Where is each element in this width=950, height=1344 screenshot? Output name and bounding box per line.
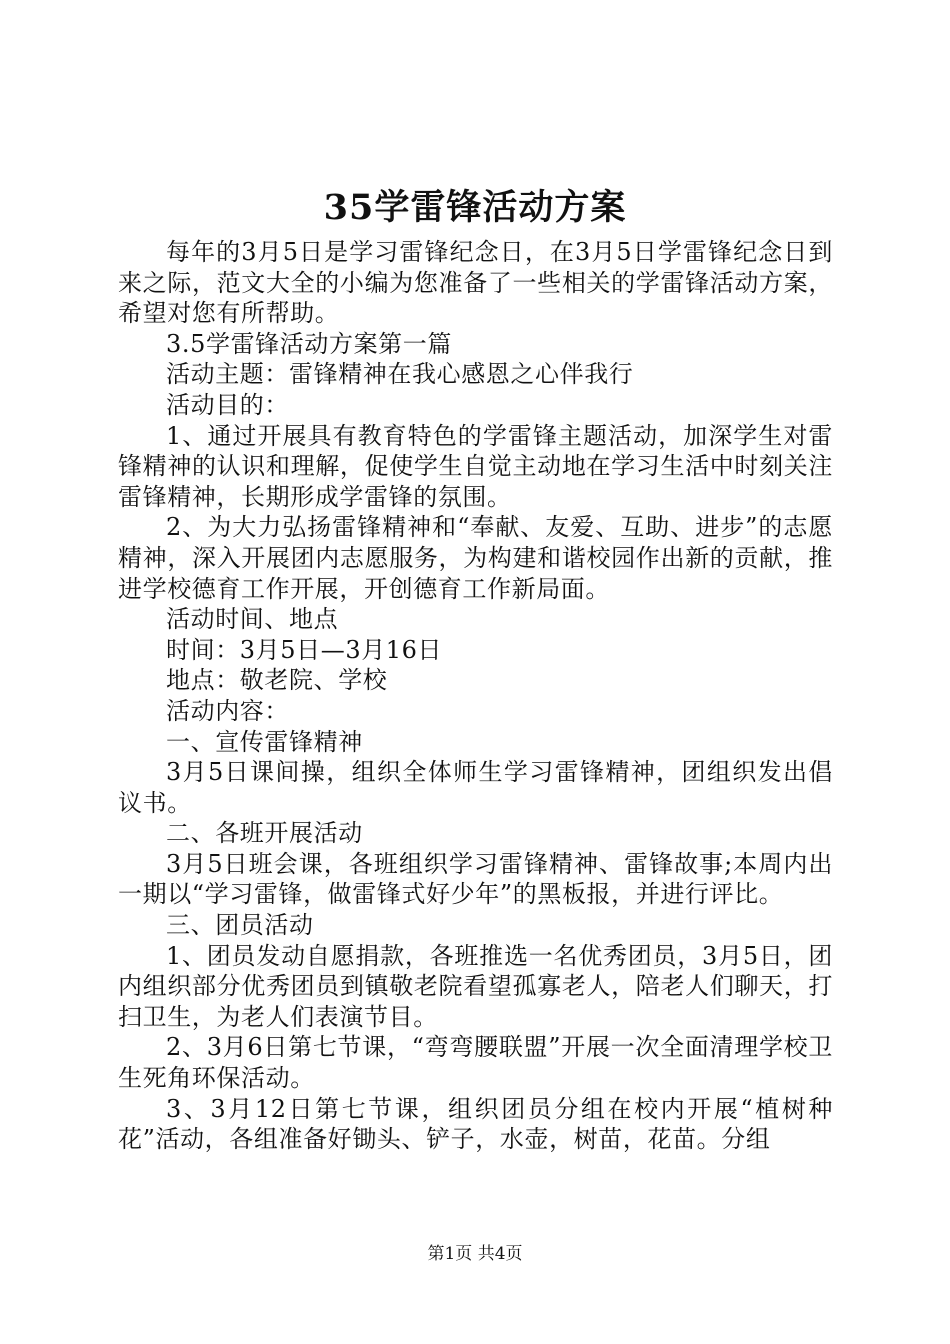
paragraph: 每年的3月5日是学习雷锋纪念日，在3月5日学雷锋纪念日到来之际，范文大全的小编为您准备了一些相关的学雷锋活动方案，希望对您有所帮助。 [118,238,833,328]
paragraph: 1、通过开展具有教育特色的学雷锋主题活动，加深学生对雷锋精神的认识和理解，促使学生自觉主动地在学习生活中时刻关注雷锋精神，长期形成学雷锋的氛围。 [118,421,833,511]
paragraph: 3月5日班会课，各班组织学习雷锋精神、雷锋故事;本周内出一期以“学习雷锋，做雷锋式好少年”的黑板报，并进行评比。 [118,849,833,909]
page-footer: 第1页 共4页 [427,1244,523,1264]
paragraph: 活动目的： [166,390,289,419]
paragraph: 二、各班开展活动 [166,819,363,848]
paragraph: 活动主题：雷锋精神在我心感恩之心伴我行 [166,360,634,389]
paragraph: 2、3月6日第七节课，“弯弯腰联盟”开展一次全面清理学校卫生死角环保活动。 [118,1033,833,1093]
paragraph: 1、团员发动自愿捐款，各班推选一名优秀团员，3月5日，团内组织部分优秀团员到镇敬老院看望孤寡老人，陪老人们聊天，打扫卫生，为老人们表演节目。 [118,941,833,1031]
paragraph: 3、3月12日第七节课，组织团员分组在校内开展“植树种花”活动，各组准备好锄头、铲子，水壶，树苗，花苗。分组 [118,1094,833,1154]
paragraph: 3月5日课间操，组织全体师生学习雷锋精神，团组织发出倡议书。 [118,758,833,817]
paragraph: 时间：3月5日—3月16日 [166,635,443,664]
paragraph: 2、为大力弘扬雷锋精神和“奉献、友爱、互助、进步”的志愿精神，深入开展团内志愿服务，为构建和谐校园作出新的贡献，推进学校德育工作开展，开创德育工作新局面。 [118,513,833,603]
paragraph: 三、团员活动 [166,911,314,940]
paragraph: 3.5学雷锋活动方案第一篇 [166,329,452,358]
paragraph: 地点：敬老院、学校 [166,666,388,695]
paragraph: 活动内容： [166,696,289,725]
paragraph: 一、宣传雷锋精神 [166,727,363,756]
paragraph: 活动时间、地点 [166,605,339,634]
document-body [118,237,833,1155]
document-title: 35学雷锋活动方案 [323,187,627,228]
